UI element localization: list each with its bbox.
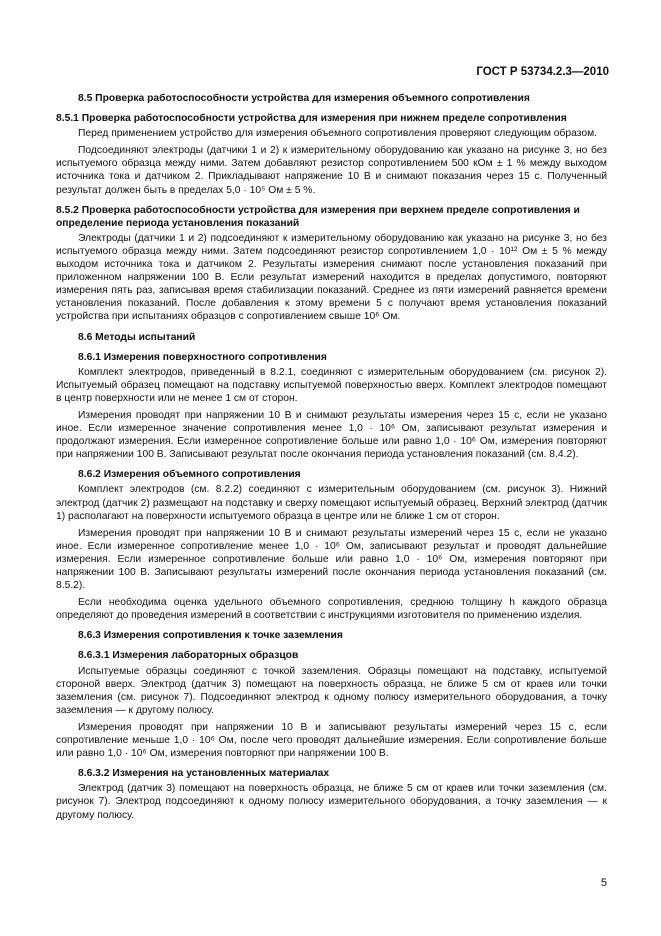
paragraph: Измерения проводят при напряжении 10 В и снимают результаты измерения через 15 с, если не указано иное. Если измеренное значение сопротивления менее 1,0 · 10⁶ Ом, записывают результат измерения и продолжают измерения. Если измеренное сопротивление больше или равно 1,0 · 10⁶ Ом, измерения повторяют при напряжении 100 В. Записывают результат после окончания периода установления показаний (см. 8.4.2). [56, 409, 607, 461]
document-code: ГОСТ Р 53734.2.3—2010 [476, 66, 609, 78]
page-number: 5 [600, 877, 607, 889]
section-heading: 8.5.1 Проверка работоспособности устройства для измерения при нижнем пределе сопротивления [56, 113, 567, 125]
section-heading: 8.6.3 Измерения сопротивления к точке заземления [78, 630, 343, 642]
section-heading: 8.5.2 Проверка работоспособности устройства для измерения при верхнем пределе сопротивления и определение периода установления показаний [56, 204, 580, 229]
paragraph: Измерения проводят при напряжении 10 В и записывают результаты измерений через 15 с, если сопротивление меньше 1,0 · 10⁶ Ом, после чего проводят дальнейшие измерения. Если сопротивление больше или равно 1,0 · 10⁶ Ом, измерения повторяют при напряжении 100 В. [56, 721, 607, 760]
paragraph: Если необходима оценка удельного объемного сопротивления, среднюю толщину h каждого образца определяют до проведения измерений в соответствии с инструкциями изготовителя по применению изделия. [56, 597, 607, 622]
section-heading: 8.6.3.1 Измерения лабораторных образцов [78, 650, 299, 662]
paragraph: Электрод (датчик 3) помещают на поверхность образца, не ближе 5 см от краев или точки заземления (см. рисунок 7). Электрод подсоединяют к одному полюсу измерительного оборудования, а точку заземления — к другому полюсу. [56, 783, 607, 821]
section-heading: 8.6 Методы испытаний [78, 331, 196, 343]
document-body [56, 92, 607, 826]
section-heading: 8.5 Проверка работоспособности устройства для измерения объемного сопротивления [78, 93, 530, 104]
section-heading: 8.6.3.2 Измерения на установленных материалах [78, 768, 330, 780]
section-heading: 8.6.1 Измерения поверхностного сопротивления [78, 351, 327, 363]
paragraph: Электроды (датчики 1 и 2) подсоединяют к измерительному оборудованию как указано на рисунке 3, но без испытуемого образца между ними. Затем подсоединяют резистор сопротивлением 1,0 · 10¹² Ом ± 5 % между выходом источника тока и датчиком 2. Результаты измерения снимают после установления показаний при приложенном напряжении 100 В. Если результат измерений находится в пределах допустимого, повторяют измерения пять раз, записывая время стабилизации показаний. Среднее из пяти измерений равняется времени установления показаний. После добавления к этому времени 5 с получают время установления показаний устройства при испытаниях образцов с сопротивлением свыше 10⁶ Ом. [56, 232, 607, 323]
paragraph: Комплект электродов, приведенный в 8.2.1, соединяют с измерительным оборудованием (см. рисунок 2). Испытуемый образец помещают на подставку испытуемой поверхностью вверх. Комплект электродов помещают в центр поверхности или не менее 1 см от сторон. [56, 366, 607, 404]
paragraph: Подсоединяют электроды (датчики 1 и 2) к измерительному оборудованию как указано на рисунке 3, но без испытуемого образца между ними. Затем добавляют резистор сопротивлением 500 кОм ± 1 % между выходом источника тока и датчиком 2. Прикладывают напряжение 10 В и снимают показания через 15 с. Полученный результат должен быть в пределах 5,0 · 10⁵ Ом ± 5 %. [56, 145, 607, 196]
paragraph: Комплект электродов (см. 8.2.2) соединяют с измерительным оборудованием (см. рисунок 3). Нижний электрод (датчик 2) размещают на подставку и сверху помещают испытуемый образец. Верхний электрод (датчик 1) располагают на поверхности испытуемого образца в центре или не ближе 1 см от сторон. [56, 484, 607, 522]
paragraph: Испытуемые образцы соединяют с точкой заземления. Образцы помещают на подставку, испытуемой стороной вверх. Электрод (датчик 3) помещают на поверхность образца, не ближе 5 см от краев или точки заземления (см. рисунок 7). Подсоединяют электрод к одному полюсу измерительного оборудования, а точку заземления — к другому полюсу. [56, 665, 607, 716]
paragraph: Измерения проводят при напряжении 10 В и снимают результаты измерений через 15 с, если не указано иное. Если измеренное сопротивление менее 1,0 · 10⁶ Ом, записывают результат и проводят дальнейшие измерения. Если измеренное сопротивление больше или равно 1,0 · 10⁶ Ом, измерения повторяют при напряжении 100 В. Записывают результаты измерений после окончания периода установления показаний (см. 8.5.2). [56, 527, 607, 592]
paragraph: Перед применением устройство для измерения объемного сопротивления проверяют следующим образом. [78, 128, 598, 140]
section-heading: 8.6.2 Измерения объемного сопротивления [78, 469, 301, 481]
